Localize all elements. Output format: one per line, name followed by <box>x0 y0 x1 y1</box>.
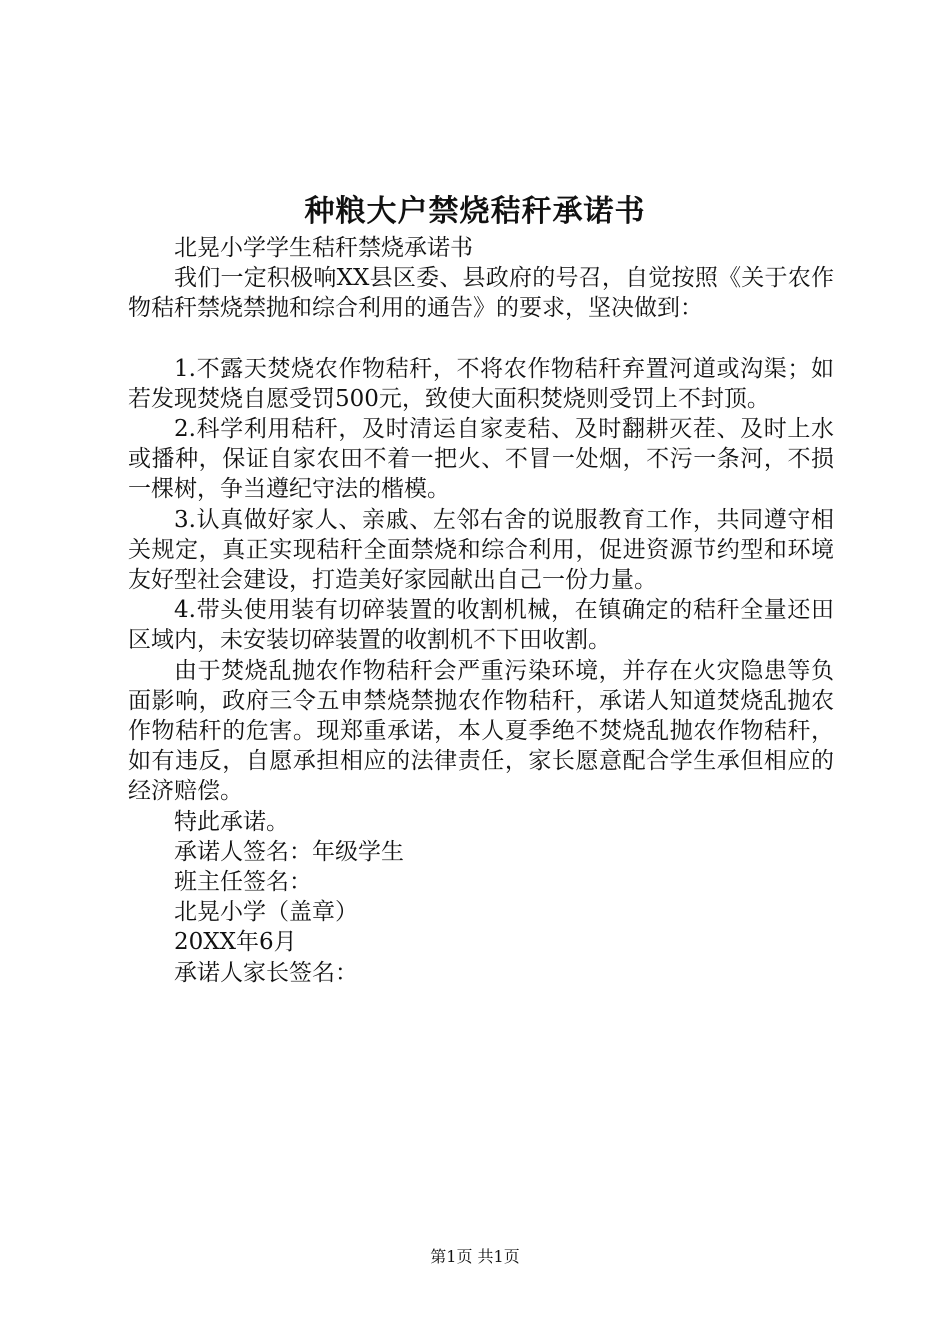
school-seal-line: 北晃小学（盖章） <box>174 899 358 926</box>
date-line: 20XX年6月 <box>174 929 297 956</box>
document-body <box>128 233 834 988</box>
item-2-paragraph: 2.科学利用秸秆，及时清运自家麦秸、及时翻耕灭茬、及时上水或播种，保证自家农田不着一把火、不冒一处烟，不污一条河，不损一棵树，争当遵纪守法的楷模。 <box>128 416 834 503</box>
item-1-paragraph: 1.不露天焚烧农作物秸秆，不将农作物秸秆弃置河道或沟渠；如若发现焚烧自愿受罚500元，致使大面积焚烧则受罚上不封顶。 <box>128 355 834 412</box>
promisor-signature-line: 承诺人签名：年级学生 <box>174 838 404 865</box>
closing-paragraph: 特此承诺。 <box>174 808 289 835</box>
item-4-paragraph: 4.带头使用装有切碎装置的收割机械，在镇确定的秸秆全量还田区域内，未安装切碎装置的收割机不下田收割。 <box>128 597 834 654</box>
intro-paragraph: 我们一定积极响XX县区委、县政府的号召，自觉按照《关于农作物秸秆禁烧禁抛和综合利用的通告》的要求，坚决做到： <box>128 265 834 322</box>
document-title: 种粮大户禁烧秸秆承诺书 <box>304 194 646 229</box>
subtitle-paragraph: 北晃小学学生秸秆禁烧承诺书 <box>174 235 473 261</box>
teacher-signature-line: 班主任签名： <box>174 869 312 896</box>
item-3-paragraph: 3.认真做好家人、亲戚、左邻右舍的说服教育工作，共同遵守相关规定，真正实现秸秆全面禁烧和综合利用，促进资源节约型和环境友好型社会建设，打造美好家园献出自己一份力量。 <box>128 506 834 594</box>
commitment-paragraph: 由于焚烧乱抛农作物秸秆会严重污染环境，并存在火灾隐患等负面影响，政府三令五申禁烧禁抛农作物秸秆，承诺人知道焚烧乱抛农作物秸秆的危害。现郑重承诺，本人夏季绝不焚烧乱抛农作物秸秆，如有违反，自愿承担相应的法律责任，家长愿意配合学生承但相应的经济赔偿。 <box>128 657 834 805</box>
parent-signature-line: 承诺人家长签名： <box>174 959 358 986</box>
page-footer: 第1页 共1页 <box>430 1247 520 1266</box>
